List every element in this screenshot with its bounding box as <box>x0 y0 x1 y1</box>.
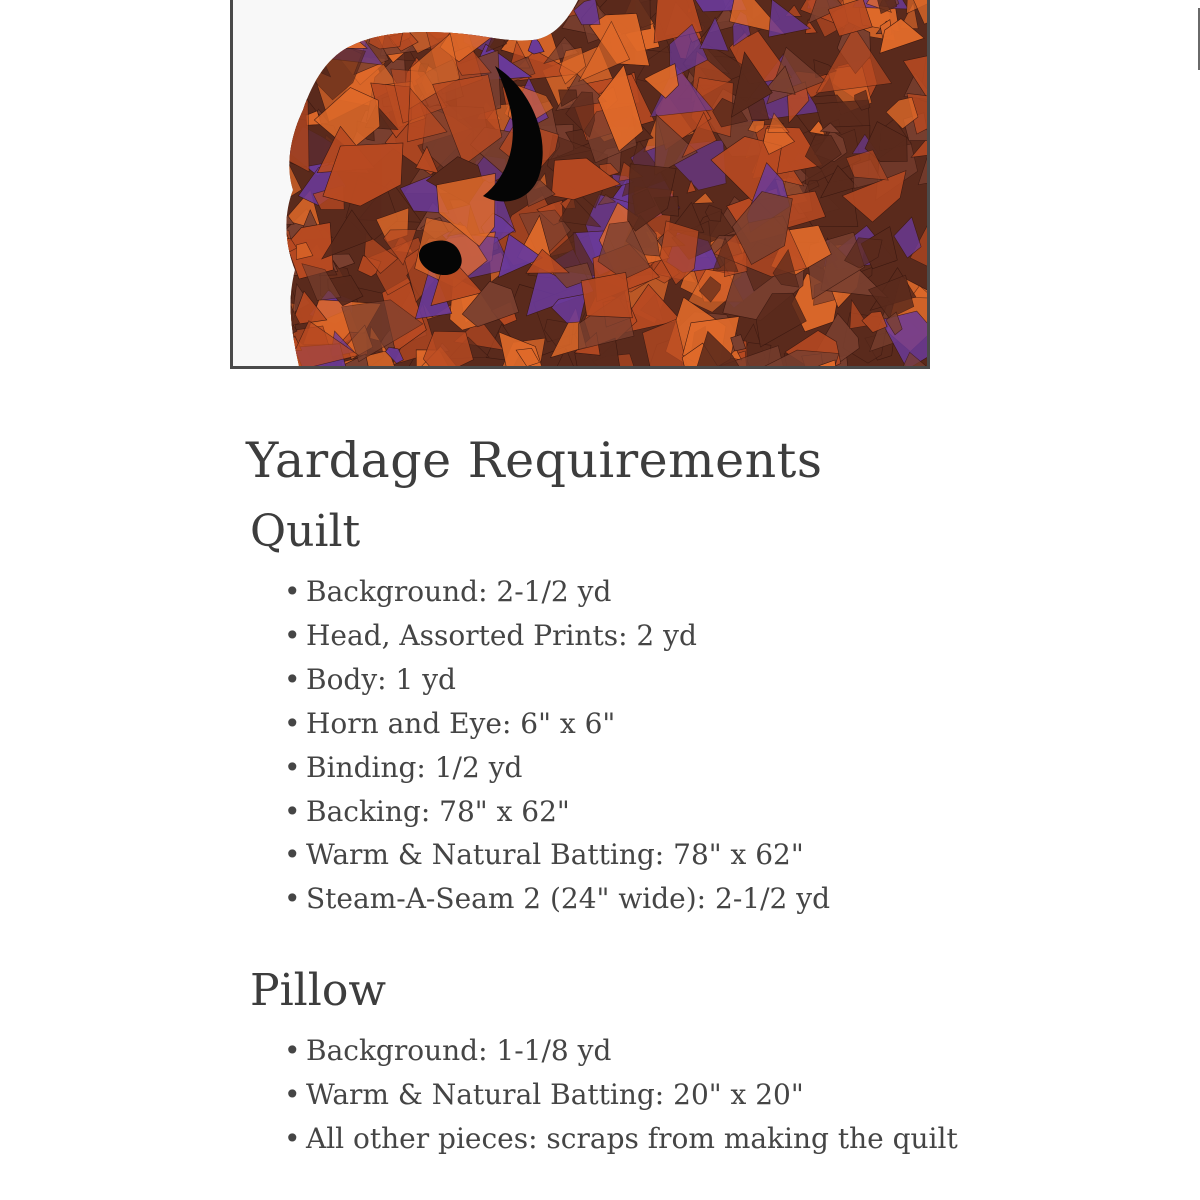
list-item <box>284 1073 1146 1117</box>
list-item <box>284 790 1146 834</box>
list-item <box>284 658 1146 702</box>
list-item <box>284 833 1146 877</box>
section-title-pillow: Pillow <box>250 965 386 1017</box>
bison-quilt-svg <box>233 0 927 366</box>
list-item-text: Head, Assorted Prints: 2 yd <box>306 618 697 652</box>
quilt-section <box>246 494 1146 921</box>
list-item <box>284 1029 1146 1073</box>
quilt-yardage-list <box>284 570 1146 921</box>
page-title: Yardage Requirements <box>246 432 823 489</box>
list-item-text: Background: 1-1/8 yd <box>306 1034 612 1068</box>
bullet-icon: • <box>284 575 301 608</box>
bullet-icon: • <box>284 1078 301 1112</box>
yardage-content <box>246 428 1146 1161</box>
list-item <box>284 877 1146 921</box>
list-item-text: Binding: 1/2 yd <box>306 750 523 784</box>
list-item-text: Steam-A-Seam 2 (24" wide): 2-1/2 yd <box>306 882 830 916</box>
bison-quilt-image <box>230 0 930 369</box>
bullet-icon: • <box>284 618 301 652</box>
bullet-icon: • <box>284 1122 301 1156</box>
list-item-text: All other pieces: scraps from making the quilt <box>306 1122 958 1156</box>
bullet-icon: • <box>284 1034 301 1068</box>
list-item <box>284 1117 1146 1161</box>
list-item <box>284 570 1146 614</box>
list-item-text: Horn and Eye: 6" x 6" <box>306 706 616 740</box>
bullet-icon: • <box>284 882 301 916</box>
list-item <box>284 746 1146 790</box>
list-item <box>284 614 1146 658</box>
list-item-text: Body: 1 yd <box>306 662 456 696</box>
bullet-icon: • <box>284 750 301 784</box>
list-item <box>284 702 1146 746</box>
list-item-text: Warm & Natural Batting: 20" x 20" <box>306 1078 804 1112</box>
bullet-icon: • <box>284 838 301 872</box>
bullet-icon: • <box>284 662 301 696</box>
list-item-text: Background: 2-1/2 yd <box>306 575 612 608</box>
pillow-section <box>246 953 1146 1161</box>
patchwork-fabric <box>233 0 927 366</box>
list-item-text: Backing: 78" x 62" <box>306 794 570 828</box>
pillow-yardage-list <box>284 1029 1146 1161</box>
bullet-icon: • <box>284 794 301 828</box>
list-item-text: Warm & Natural Batting: 78" x 62" <box>306 838 804 872</box>
bullet-icon: • <box>284 706 301 740</box>
section-title-quilt: Quilt <box>250 506 361 557</box>
